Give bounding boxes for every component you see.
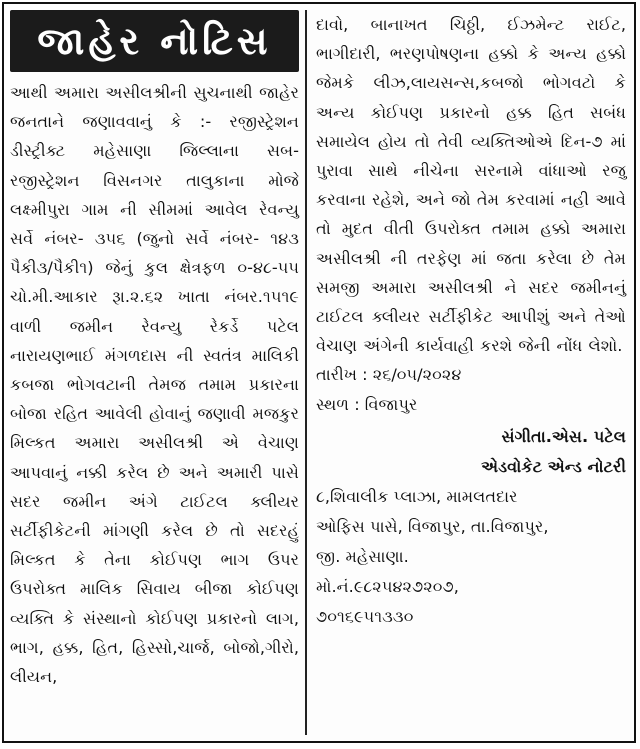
address-line: ઓફિસ પાસે, વિજાપુર, તા.વિજાપુર, [316,517,549,537]
phone-number-alt: ૭૦૧૬૯૫૧૩૩૦ [316,607,414,627]
notice-title: જાહેર નોટિસ [10,10,299,72]
notice-body-left: આથી અમારા અસીલશ્રીની સુચનાથી જાહેર જનતાને જણાવવાનું કે :- રજીસ્ટ્રેશન ડીસ્ટ્રીક્ટ મહેસાણા જિલ્લાના સબ-રજીસ્ટ્રેશન વિસનગર તાલુકાના મોજે લક્ષ્મીપુરા ગામ ની સીમમાં આવેલ રેવન્યુ સર્વે નંબર- ૩૫૬ (જુનો સર્વે નંબર- ૧૪૩ પૈકી૩/પૈકી૧) જેનું કુલ ક્ષેત્રફળ ૦-૪૮-૫૫ ચો.મી.આકાર રૂા.૨.૬૨ ખાતા નંબર.૧૫૧૯ વાળી જમીન રેવન્યુ રેકર્ડે પટેલ નારાયણભાઈ મંગળદાસ ની સ્વતંત્ર માલિકી કબજા ભોગવટાની તેમજ તમામ પ્રકારના બોજા રહિત આવેલી હોવાનું જણાવી મજકુર મિલ્કત અમારા અસીલશ્રી એ વેચાણ આપવાનું નક્કી કરેલ છે અને અમારી પાસે સદર જમીન અંગે ટાઈટલ ક્લીયર સર્ટીફીકેટની માંગણી કરેલ છે તો સદરહું મિલ્કત કે તેના કોઈપણ ભાગ ઉપર ઉપરોક્ત માલિક સિવાય બીજા કોઈપણ વ્યક્તિ કે સંસ્થાનો કોઈપણ પ્રકારનો લાગ, ભાગ, હક્ક, હિત, હિસ્સો,ચાર્જ, બોજો,ગીરો, લીયન, [10,83,299,687]
notice-body-right: દાવો, બાનાખત ચિઠ્ઠી, ઈઝમેન્ટ રાઈટ, ભાગીદારી, ભરણપોષણના હક્કો કે અન્ય હક્કો જેમકે લીઝ,લાયસન્સ,કબજો ભોગવટો કે અન્ય કોઈપણ પ્રકારનો હક્ક હિત સબંધ સમાયેલ હોય તો તેવી વ્યક્તિઓએ દિન-૭ માં પુરાવા સાથે નીચેના સરનામે વાંધાઓ રજુ કરવાના રહેશે, અને જો તેમ કરવામાં નહી આવે તો મુદત વીતી ઉપરોક્ત તમામ હક્કો અમારા અસીલશ્રી ની તરફેણ માં જતા કરેલા છે તેમ સમજી અમારા અસીલશ્રી ને સદર જમીનનું ટાઈટલ ક્લીયર સર્ટીફીકેટ આપીશું અને તેઓ વેચાણ અંગેની કાર્યવાહી કરશે જેની નોંધ લેશો. [316,15,626,356]
right-column [316,10,626,735]
public-notice [2,2,636,743]
signatory-block [316,422,626,482]
notice-place: સ્થળ : વિજાપુર [316,395,418,415]
notice-date: તારીખ : ૨૬/૦૫/૨૦૨૪ [316,365,462,385]
address-line: ૮,શિવાલીક પ્લાઝા, મામલતદાર [316,487,518,507]
signatory-title: એડવોકેટ એન્ડ નોટરી [481,457,626,477]
address-block [316,482,626,632]
phone-number: મો.નં.૯૮૨૫૪૨૭૨૦૭, [316,577,459,597]
signatory-name: સંગીતા.એસ. પટેલ [501,427,626,447]
address-line: જી. મહેસાણા. [316,547,409,567]
left-column [10,10,307,735]
